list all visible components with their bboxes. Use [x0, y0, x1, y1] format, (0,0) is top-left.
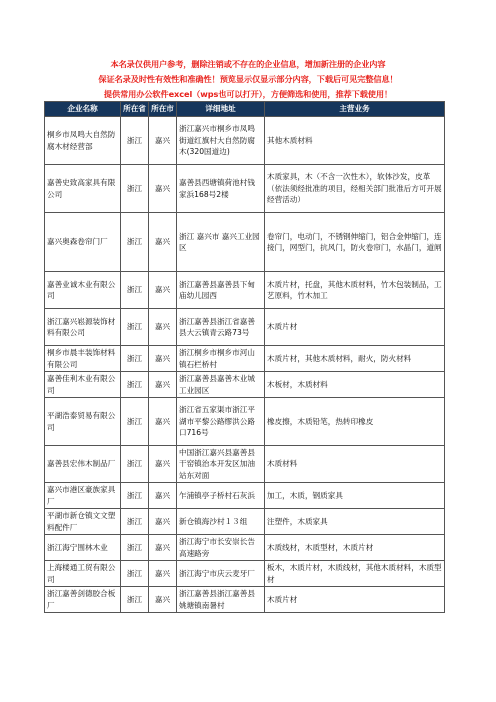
cell-company-name: 浙江海宁围林木业 — [45, 535, 121, 561]
header-address: 详细地址 — [177, 102, 265, 117]
table-row — [45, 587, 445, 613]
cell-company-name: 浙江嘉善剑德胶合板厂 — [45, 587, 121, 613]
cell-business: 木质线材，木质型材，木质片材 — [265, 535, 445, 561]
cell-company-name: 嘉兴市港区豪族家具厂 — [45, 483, 121, 509]
cell-company-name: 嘉善佳利木业有限公司 — [45, 372, 121, 398]
table-row — [45, 509, 445, 535]
cell-province: 浙江 — [121, 165, 149, 213]
cell-business: 木质片材 — [265, 587, 445, 613]
cell-province: 浙江 — [121, 309, 149, 346]
notice-banner — [0, 57, 496, 102]
cell-province: 浙江 — [121, 213, 149, 272]
cell-address: 浙江 嘉兴市 嘉兴工业园区 — [177, 213, 265, 272]
table-row — [45, 309, 445, 346]
cell-address: 浙江嘉善县嘉善木业城工业园区 — [177, 372, 265, 398]
cell-province: 浙江 — [121, 398, 149, 446]
table-row — [45, 372, 445, 398]
header-business: 主营业务 — [265, 102, 445, 117]
cell-address: 浙江嘉善县浙江嘉善县姚塘镇南暑村 — [177, 587, 265, 613]
cell-city: 嘉兴 — [149, 535, 177, 561]
cell-business: 橡皮擦，木质铅笔，热转印橡皮 — [265, 398, 445, 446]
cell-city: 嘉兴 — [149, 117, 177, 165]
cell-province: 浙江 — [121, 346, 149, 372]
header-row — [45, 102, 445, 117]
notice-line: 保证名录及时性有效性和准确性！预览显示仅显示部分内容，下载后可见完整信息！ — [98, 74, 398, 84]
cell-address: 浙江海宁市长安崇长告高速路旁 — [177, 535, 265, 561]
cell-address: 浙江嘉善县浙江省嘉善县大云镇青云路73号 — [177, 309, 265, 346]
cell-business: 木质片材 — [265, 309, 445, 346]
cell-business: 其他木质材料 — [265, 117, 445, 165]
cell-business: 板木，木质片材，木质线材，其他木质材料，木质型材 — [265, 561, 445, 587]
cell-city: 嘉兴 — [149, 372, 177, 398]
cell-city: 嘉兴 — [149, 446, 177, 483]
table-row — [45, 535, 445, 561]
cell-address: 乍浦镇亭子桥村石灰浜 — [177, 483, 265, 509]
cell-business: 木板材，木质材料 — [265, 372, 445, 398]
cell-business: 木质片材，托盘，其他木质材料，竹木包装制品，工艺原料，竹木加工 — [265, 272, 445, 309]
cell-province: 浙江 — [121, 587, 149, 613]
table-row — [45, 446, 445, 483]
cell-province: 浙江 — [121, 509, 149, 535]
notice-line: 提供常用办公软件excel（wps也可以打开），方便筛选和使用，推荐下载使用！ — [103, 89, 393, 99]
cell-city: 嘉兴 — [149, 165, 177, 213]
cell-company-name: 浙江嘉兴崧源装饰材料有限公司 — [45, 309, 121, 346]
cell-company-name: 嘉善史致高家具有限公司 — [45, 165, 121, 213]
header-province: 所在省 — [121, 102, 149, 117]
table-row — [45, 398, 445, 446]
table-row — [45, 117, 445, 165]
header-company-name: 企业名称 — [45, 102, 121, 117]
cell-city: 嘉兴 — [149, 561, 177, 587]
cell-province: 浙江 — [121, 272, 149, 309]
cell-city: 嘉兴 — [149, 398, 177, 446]
cell-business: 木质材料 — [265, 446, 445, 483]
cell-company-name: 嘉善县宏伟木制品厂 — [45, 446, 121, 483]
table-row — [45, 346, 445, 372]
cell-business: 加工，木质，钢质家具 — [265, 483, 445, 509]
header-city: 所在市 — [149, 102, 177, 117]
cell-company-name: 嘉善业诚木业有限公司 — [45, 272, 121, 309]
cell-province: 浙江 — [121, 372, 149, 398]
cell-business: 注塑件，木质家具 — [265, 509, 445, 535]
cell-address: 中国浙江嘉兴县嘉善县干窑镇治本开发区加油站东对面 — [177, 446, 265, 483]
cell-company-name: 桐乡市晨丰装饰材料有限公司 — [45, 346, 121, 372]
cell-city: 嘉兴 — [149, 509, 177, 535]
cell-address: 新仓镇海沙村１３组 — [177, 509, 265, 535]
cell-address: 浙江桐乡市桐乡市河山镇石栏桥村 — [177, 346, 265, 372]
cell-city: 嘉兴 — [149, 309, 177, 346]
cell-address: 浙江省五家渠市浙江平湖市平黎公路缪洪公路口716号 — [177, 398, 265, 446]
cell-address: 浙江海宁市庆云麦牙厂 — [177, 561, 265, 587]
cell-address: 嘉善县西塘镇荷池村钱家浜168号2楼 — [177, 165, 265, 213]
cell-address: 浙江嘉善县嘉善县下甸庙幼儿园西 — [177, 272, 265, 309]
cell-company-name: 嘉兴奥森卷帘门厂 — [45, 213, 121, 272]
cell-company-name: 上海楼通工贸有限公司 — [45, 561, 121, 587]
cell-province: 浙江 — [121, 561, 149, 587]
cell-business: 木质片材，其他木质材料，耐火，防火材料 — [265, 346, 445, 372]
table-row — [45, 272, 445, 309]
cell-business: 木质家具，木（不含一次性木），软体沙发，皮革（依法须经批准的项目，经相关部门批准后方可开展经营活动） — [265, 165, 445, 213]
cell-city: 嘉兴 — [149, 483, 177, 509]
table-row — [45, 213, 445, 272]
notice-line: 本名录仅供用户参考，删除注销或不存在的企业信息，增加新注册的企业内容 — [110, 59, 386, 69]
cell-city: 嘉兴 — [149, 272, 177, 309]
cell-company-name: 桐乡市凤鸣大自然防腐木材经营部 — [45, 117, 121, 165]
table-row — [45, 483, 445, 509]
cell-province: 浙江 — [121, 483, 149, 509]
table-row — [45, 165, 445, 213]
cell-city: 嘉兴 — [149, 346, 177, 372]
cell-city: 嘉兴 — [149, 213, 177, 272]
cell-city: 嘉兴 — [149, 587, 177, 613]
company-table — [44, 101, 445, 613]
table-row — [45, 561, 445, 587]
cell-province: 浙江 — [121, 535, 149, 561]
cell-address: 浙江嘉兴市桐乡市凤鸣街道红旗村大自然防腐木(320国道边) — [177, 117, 265, 165]
cell-province: 浙江 — [121, 117, 149, 165]
cell-company-name: 平湖市新仓镇文文塑料配件厂 — [45, 509, 121, 535]
cell-province: 浙江 — [121, 446, 149, 483]
cell-company-name: 平湖浩泰贸易有限公司 — [45, 398, 121, 446]
cell-business: 卷帘门，电动门，不锈钢伸缩门，铝合金伸缩门，连接门，网型门，抗风门，防火卷帘门，水晶门，道闸 — [265, 213, 445, 272]
